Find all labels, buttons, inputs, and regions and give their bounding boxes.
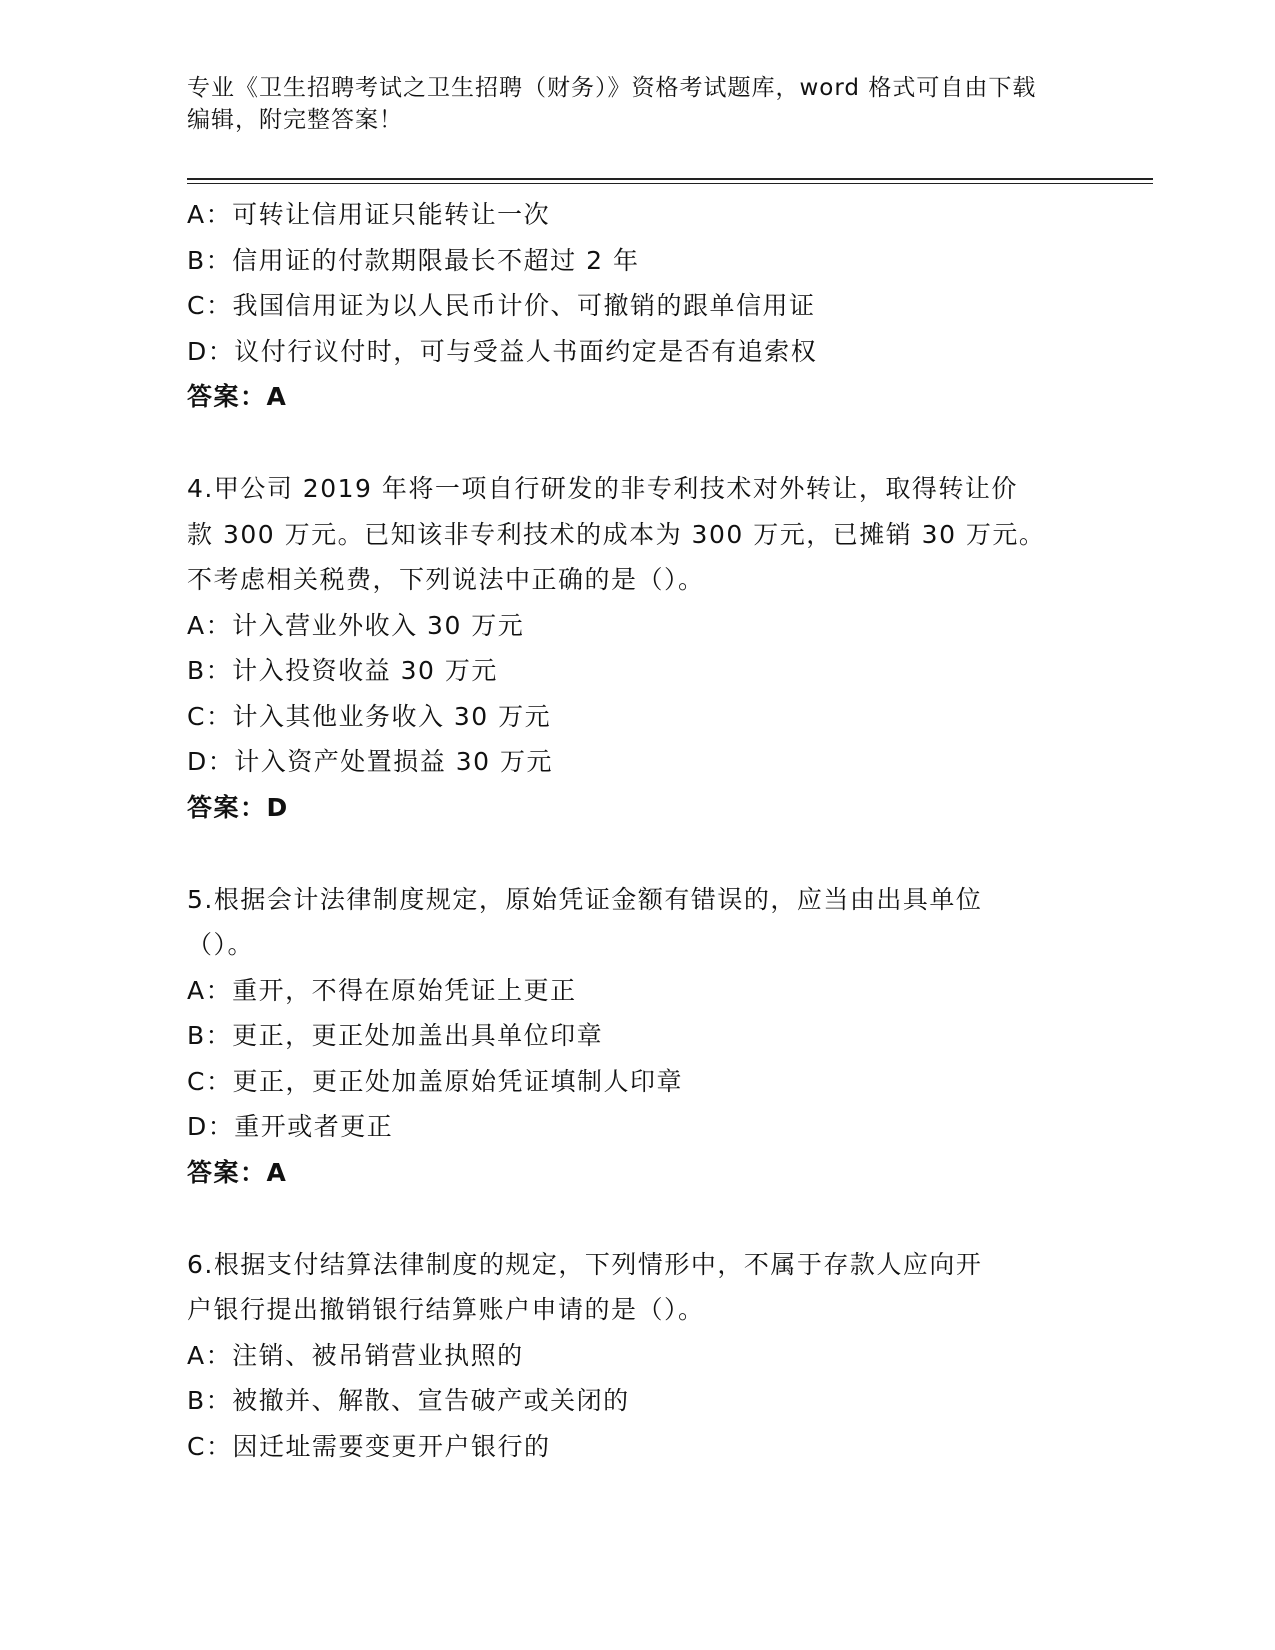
answer: 答案：D [187,792,289,822]
option-a: A：可转让信用证只能转让一次 [187,200,551,229]
spacer [187,1196,1087,1242]
question-5 [187,877,1087,1196]
document-header [187,72,1087,136]
spacer [187,831,1087,877]
option-c: C：我国信用证为以人民币计价、可撤销的跟单信用证 [187,291,816,320]
spacer [187,420,1087,466]
option-d: D：议付行议付时，可与受益人书面约定是否有追索权 [187,336,818,366]
option-b: B：信用证的付款期限最长不超过 2 年 [187,245,640,275]
header-line-1: 专业《卫生招聘考试之卫生招聘（财务）》资格考试题库，word 格式可自由下载 [187,75,1037,101]
header-rule-thick [187,178,1153,180]
question-stem-line: 5.根据会计法律制度规定，原始凭证金额有错误的，应当由出具单位 [187,884,983,914]
question-stem-line: 不考虑相关税费，下列说法中正确的是（）。 [187,565,705,594]
question-3 [187,192,1087,420]
option-a: A：计入营业外收入 30 万元 [187,610,525,640]
answer: 答案：A [187,1157,288,1187]
answer: 答案：A [187,382,288,411]
question-stem-line: 款 300 万元。已知该非专利技术的成本为 300 万元，已摊销 30 万元。 [187,519,1046,549]
question-stem-line: （）。 [187,930,255,959]
question-stem-line: 4.甲公司 2019 年将一项自行研发的非专利技术对外转让，取得转让价 [187,474,1018,503]
header-rule-thin [187,183,1153,184]
document-body [187,192,1087,1469]
header-line-2: 编辑，附完整答案！ [187,107,403,133]
option-c: C：因迁址需要变更开户银行的 [187,1431,551,1461]
option-d: D：计入资产处置损益 30 万元 [187,747,553,776]
option-a: A：重开，不得在原始凭证上更正 [187,975,577,1005]
question-6 [187,1242,1087,1470]
option-b: B：计入投资收益 30 万元 [187,656,498,685]
option-b: B：被撤并、解散、宣告破产或关闭的 [187,1386,630,1415]
option-d: D：重开或者更正 [187,1112,394,1141]
option-c: C：更正，更正处加盖原始凭证填制人印章 [187,1066,683,1096]
option-b: B：更正，更正处加盖出具单位印章 [187,1021,604,1050]
option-a: A：注销、被吊销营业执照的 [187,1340,524,1370]
question-4 [187,466,1087,831]
question-stem-line: 户银行提出撤销银行结算账户申请的是（）。 [187,1295,705,1324]
option-c: C：计入其他业务收入 30 万元 [187,701,552,731]
question-stem-line: 6.根据支付结算法律制度的规定，下列情形中，不属于存款人应向开 [187,1249,983,1279]
